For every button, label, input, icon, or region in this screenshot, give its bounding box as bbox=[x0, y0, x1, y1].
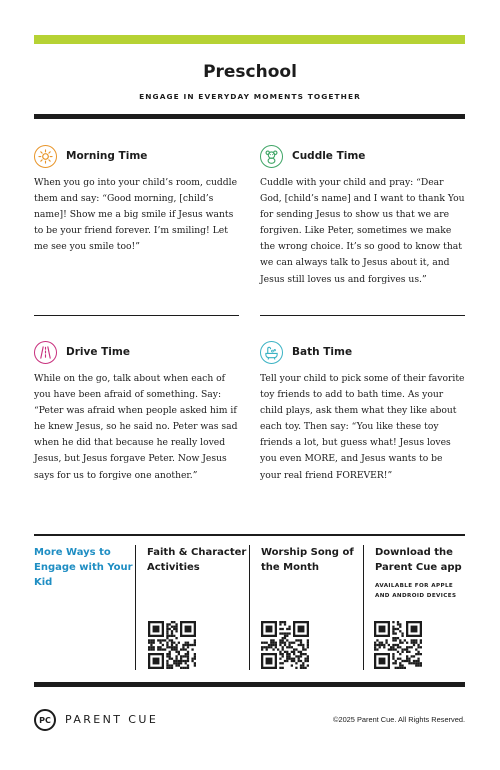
worship-song-title: Worship Song of the Month bbox=[261, 547, 354, 573]
page-title: Preschool bbox=[203, 62, 297, 82]
cuddle-time-title: Cuddle Time bbox=[292, 150, 366, 162]
morning-time-title: Morning Time bbox=[66, 150, 148, 162]
sun-icon bbox=[34, 145, 57, 168]
app-availability-note: AVAILABLE FOR APPLE AND ANDROID DEVICES bbox=[375, 583, 457, 599]
drive-time-title: Drive Time bbox=[66, 346, 130, 358]
download-app-title: Download the Parent Cue app bbox=[375, 547, 462, 573]
parent-cue-app-qr-code[interactable] bbox=[374, 621, 422, 669]
accent-bar bbox=[34, 35, 465, 44]
cuddle-time-card bbox=[260, 143, 466, 288]
bath-time-card bbox=[260, 339, 466, 484]
copyright-notice: ©2025 Parent Cue. All Rights Reserved. bbox=[333, 715, 465, 724]
section-divider-left bbox=[34, 315, 239, 316]
more-ways-section bbox=[34, 537, 465, 677]
bottom-section-rule bbox=[34, 534, 465, 536]
faith-character-activities-title: Faith & Character Activities bbox=[147, 547, 247, 573]
worship-song-qr-code[interactable] bbox=[261, 621, 309, 669]
cuddle-time-text: Cuddle with your child and pray: “Dear God, [child’s name] and I want to thank You for sending Jesus to show us that we are forgiven. Like Peter, sometimes we make the wrong choice. It’s so good to know that we can always talk to Jesus about it, and Jesus still loves us and forgives us.” bbox=[260, 177, 465, 285]
bathtub-icon bbox=[260, 341, 283, 364]
morning-time-text: When you go into your child’s room, cuddle them and say: “Good morning, [child’s name]! Show me a big smile if Jesus wants to be your friend forever. I’m smiling! Let me see you smile too!” bbox=[34, 177, 238, 253]
drive-time-card bbox=[34, 339, 240, 484]
morning-time-card bbox=[34, 143, 240, 255]
header-divider bbox=[34, 114, 465, 119]
parent-cue-logo-icon: PC bbox=[34, 709, 56, 731]
road-icon bbox=[34, 341, 57, 364]
more-ways-heading: More Ways to Engage with Your Kid bbox=[34, 547, 133, 588]
parent-cue-logo-text: PARENT CUE bbox=[65, 713, 159, 726]
teddy-bear-icon bbox=[260, 145, 283, 168]
faith-activities-qr-code[interactable] bbox=[148, 621, 196, 669]
bath-time-text: Tell your child to pick some of their favorite toy friends to add to bath time. As your child plays, ask them what they like about each toy. Then say: “You like these toy friends a lot, but guess what! Jesus loves you even MORE, and Jesus wants to be your real friend FOREVER!” bbox=[260, 373, 465, 481]
footer-divider bbox=[34, 682, 465, 687]
bath-time-title: Bath Time bbox=[292, 346, 353, 358]
footer bbox=[34, 707, 465, 735]
page-subtitle: ENGAGE IN EVERYDAY MOMENTS TOGETHER bbox=[139, 92, 361, 101]
section-divider-right bbox=[260, 315, 465, 316]
drive-time-text: While on the go, talk about when each of you have been afraid of something. Say: “Peter was afraid when people asked him if he knew Jesus, so he said no. Peter was sad when he did that because he really loved Jesus, but Jesus forgave Peter. Now Jesus says for us to forgive one another.” bbox=[34, 373, 238, 481]
